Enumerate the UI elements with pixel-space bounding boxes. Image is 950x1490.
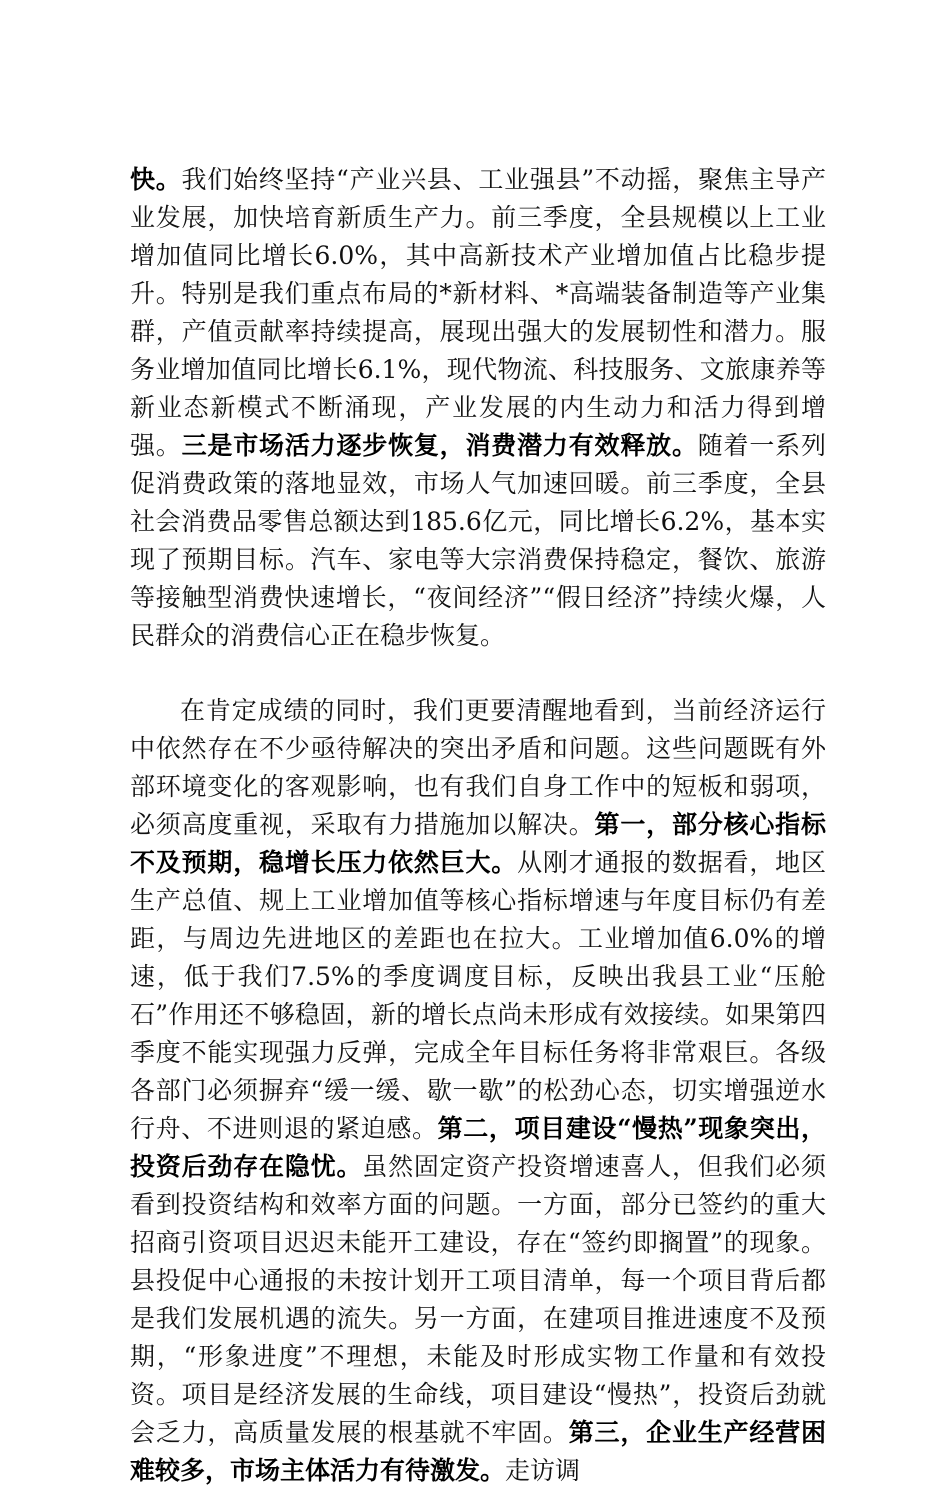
paragraph-text: 从刚才通报的数据看，地区生产总值、规上工业增加值等核心指标增速与年度目标仍有差距，与周边先进地区的差距也在拉大。工业增加值6.0%的增速，低于我们7.5%的季度调度目标，反映出我县工业“压舱石”作用还不够稳固，新的增长点尚未形成有效接续。如果第四季度不能实现强力反弹，完成全年目标任务将非常艰巨。各级各部门必须摒弃“缓一缓、歇一歇”的松劲心态，切实增强逆水行舟、不进则退的紧迫感。 (130, 848, 826, 1143)
document-page (130, 161, 826, 1490)
paragraph-text: 随着一系列促消费政策的落地显效，市场人气加速回暖。前三季度，全县社会消费品零售总额达到185.6亿元，同比增长6.2%，基本实现了预期目标。汽车、家电等大宗消费保持稳定，餐饮、旅游等接触型消费快速增长，“夜间经济”“假日经济”持续火爆，人民群众的消费信心正在稳步恢复。 (130, 431, 826, 650)
heading-market-vitality: 三是市场活力逐步恢复，消费潜力有效释放。 (181, 431, 698, 460)
heading-second-project-construction: 第二，项目建设“慢热”现象突出，投资后劲存在隐忧。 (130, 1114, 826, 1181)
paragraph-2 (130, 692, 826, 1490)
paragraph-text: 在肯定成绩的同时，我们更要清醒地看到，当前经济运行中依然存在不少亟待解决的突出矛盾和问题。这些问题既有外部环境变化的客观影响，也有我们自身工作中的短板和弱项，必须高度重视，采取有力措施加以解决。 (130, 696, 826, 839)
paragraph-spacer (130, 655, 826, 692)
paragraph-text: 虽然固定资产投资增速喜人，但我们必须看到投资结构和效率方面的问题。一方面，部分已签约的重大招商引资项目迟迟未能开工建设，存在“签约即搁置”的现象。县投促中心通报的未按计划开工项目清单，每一个项目背后都是我们发展机遇的流失。另一方面，在建项目推进速度不及预期，“形象进度”不理想，未能及时形成实物工作量和有效投资。项目是经济发展的生命线，项目建设“慢热”，投资后劲就会乏力，高质量发展的根基就不牢固。 (130, 1152, 826, 1447)
heading-third-enterprise-difficulties: 第三，企业生产经营困难较多，市场主体活力有待激发。 (130, 1418, 826, 1485)
paragraph-text: 我们始终坚持“产业兴县、工业强县”不动摇，聚焦主导产业发展，加快培育新质生产力。前三季度，全县规模以上工业增加值同比增长6.0%，其中高新技术产业增加值占比稳步提升。特别是我们重点布局的*新材料、*高端装备制造等产业集群，产值贡献率持续提高，展现出强大的发展韧性和潜力。服务业增加值同比增长6.1%，现代物流、科技服务、文旅康养等新业态新模式不断涌现，产业发展的内生动力和活力得到增强。 (130, 165, 826, 460)
bold-lead-fast: 快。 (130, 165, 182, 194)
paragraph-1 (130, 161, 826, 655)
heading-first-core-indicators: 第一，部分核心指标不及预期，稳增长压力依然巨大。 (130, 810, 826, 877)
paragraph-text: 走访调 (505, 1456, 581, 1485)
